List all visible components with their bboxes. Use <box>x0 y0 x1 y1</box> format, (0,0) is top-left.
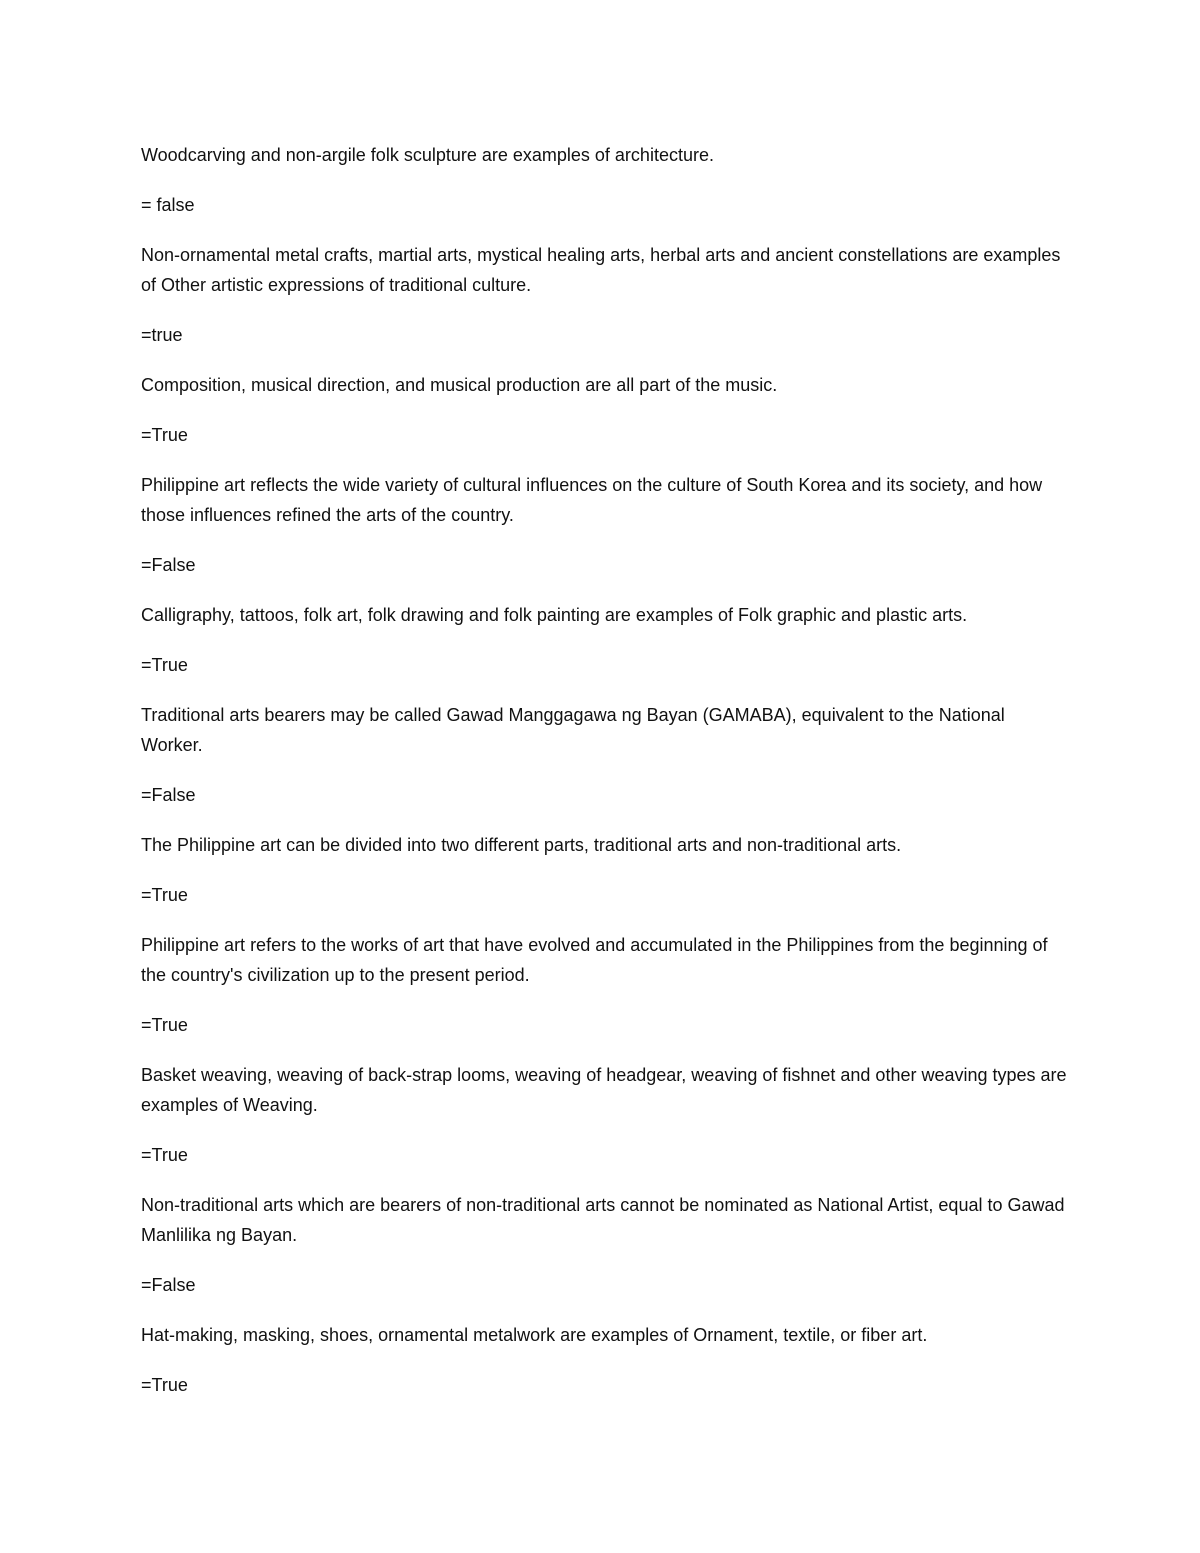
statement-text: Composition, musical direction, and musical production are all part of the music. <box>141 375 778 395</box>
qa-item <box>141 240 1071 350</box>
qa-item <box>141 1190 1071 1300</box>
qa-item <box>141 700 1071 810</box>
qa-item <box>141 930 1071 1040</box>
statement-text: The Philippine art can be divided into two different parts, traditional arts and non-traditional arts. <box>141 835 902 855</box>
answer-text: =True <box>141 1375 188 1395</box>
answer-text: =False <box>141 1275 196 1295</box>
answer-text: = false <box>141 195 195 215</box>
statement-text: Non-ornamental metal crafts, martial arts, mystical healing arts, herbal arts and ancient constellations are examples of Other artistic expressions of traditional culture. <box>141 245 1061 295</box>
answer-text: =True <box>141 655 188 675</box>
document-body <box>141 140 1071 1420</box>
qa-item <box>141 140 1071 220</box>
statement-text: Traditional arts bearers may be called Gawad Manggagawa ng Bayan (GAMABA), equivalent to the National Worker. <box>141 705 1005 755</box>
statement-text: Philippine art refers to the works of art that have evolved and accumulated in the Philippines from the beginning of the country's civilization up to the present period. <box>141 935 1048 985</box>
answer-text: =True <box>141 885 188 905</box>
statement-text: Woodcarving and non-argile folk sculpture are examples of architecture. <box>141 145 714 165</box>
answer-text: =True <box>141 425 188 445</box>
qa-item <box>141 1060 1071 1170</box>
qa-item <box>141 370 1071 450</box>
answer-text: =False <box>141 555 196 575</box>
answer-text: =True <box>141 1145 188 1165</box>
answer-text: =true <box>141 325 183 345</box>
qa-item <box>141 600 1071 680</box>
statement-text: Calligraphy, tattoos, folk art, folk drawing and folk painting are examples of Folk graphic and plastic arts. <box>141 605 968 625</box>
qa-item <box>141 830 1071 910</box>
answer-text: =True <box>141 1015 188 1035</box>
qa-item <box>141 1320 1071 1400</box>
qa-item <box>141 470 1071 580</box>
statement-text: Hat-making, masking, shoes, ornamental metalwork are examples of Ornament, textile, or fiber art. <box>141 1325 928 1345</box>
answer-text: =False <box>141 785 196 805</box>
statement-text: Non-traditional arts which are bearers of non-traditional arts cannot be nominated as National Artist, equal to Gawad Manlilika ng Bayan. <box>141 1195 1065 1245</box>
statement-text: Philippine art reflects the wide variety of cultural influences on the culture of South Korea and its society, and how those influences refined the arts of the country. <box>141 475 1043 525</box>
statement-text: Basket weaving, weaving of back-strap looms, weaving of headgear, weaving of fishnet and other weaving types are examples of Weaving. <box>141 1065 1067 1115</box>
